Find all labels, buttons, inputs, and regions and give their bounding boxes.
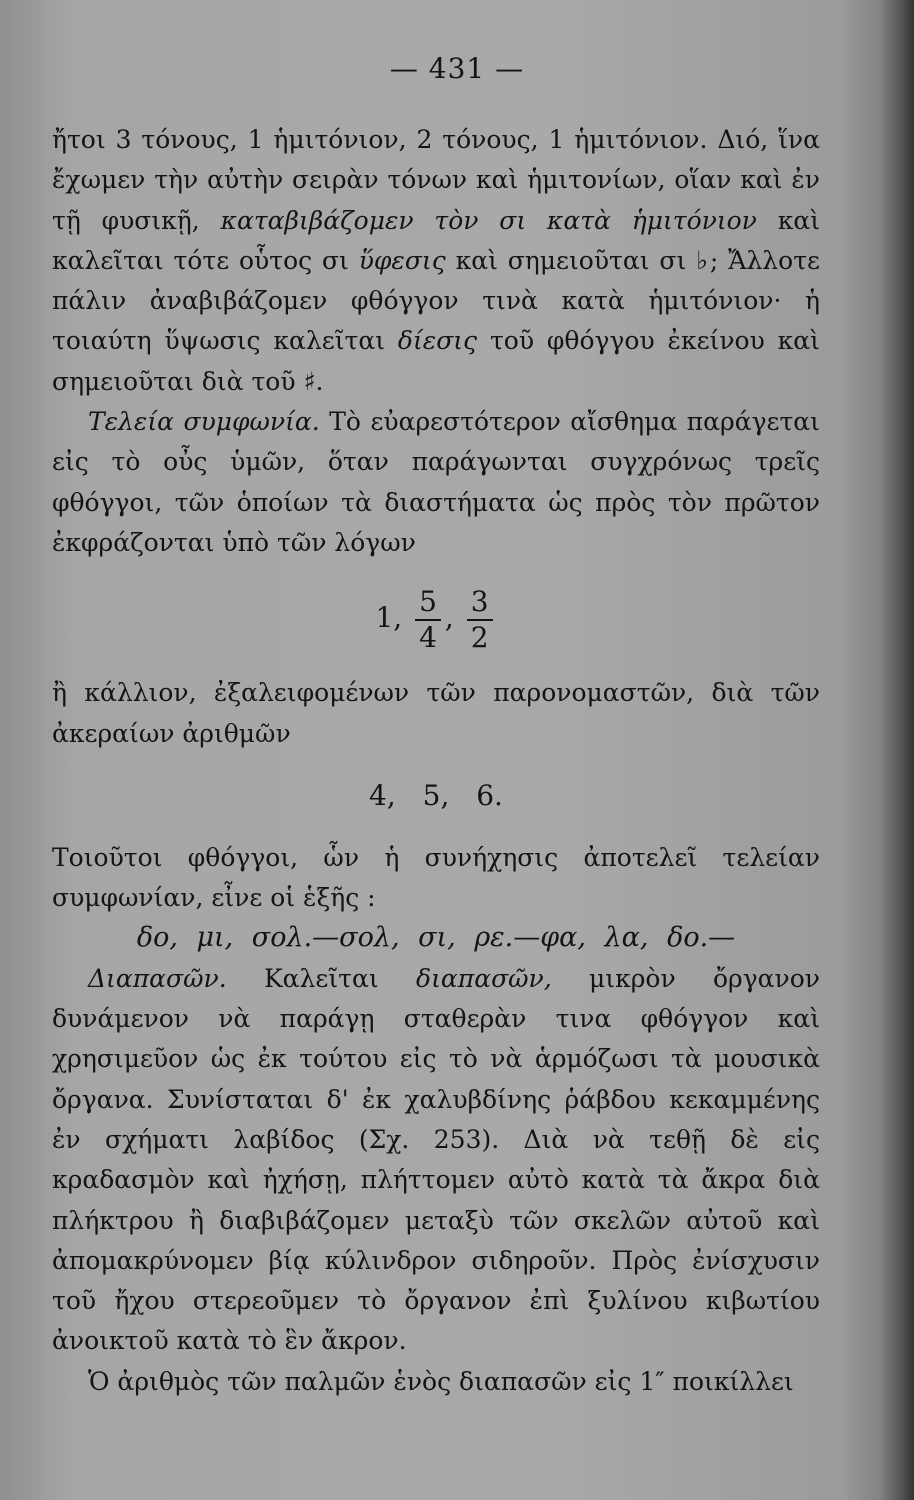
paragraph-intervals: ἤτοι 3 τόνους, 1 ἡμιτόνιον, 2 τόνους, 1 ἡμιτόνιον. Διό, ἵνα ἔχωμεν τὴν αὐτὴν σειρὰν τόνων καὶ ἡμιτονίων, οἵαν καὶ ἐν τῇ φυσικῇ, καταβιβάζομεν τὸν σι κατὰ ἡμιτόνιον καὶ καλεῖται τότε οὗτος σι ὕφεσις καὶ σημειοῦται σι ♭; Ἄλλοτε πάλιν ἀναβιβάζομεν φθόγγον τινὰ κατὰ ἡμιτόνιον· ἡ τοιαύτη ὕψωσις καλεῖται δίεσις τοῦ φθόγγου ἐκείνου καὶ σημειοῦται διὰ τοῦ ♯. bbox=[52, 125, 820, 396]
page-number: — 431 — bbox=[389, 52, 525, 85]
paragraph-vibrations: Ὁ ἀριθμὸς τῶν παλμῶν ἑνὸς διαπασῶν εἰς 1″ ποικίλλει bbox=[88, 1366, 794, 1396]
fraction-five-fourths: $\frac{5}{4}$ bbox=[415, 585, 441, 655]
paragraph-integers: ἢ κάλλιον, ἐξαλειφομένων τῶν παρονομαστῶν, διὰ τῶν ἀκεραίων ἀριθμῶν bbox=[52, 678, 820, 748]
integer-ratio: 4, 5, 6. bbox=[369, 778, 503, 812]
ratio-equation: 1, $\frac{5}{4}$ , $\frac{3}{2}$ bbox=[52, 563, 820, 673]
note-sequence: δο, μι, σολ.—σολ, σι, ρε.—φα, λα, δο.— bbox=[136, 922, 736, 954]
body-text bbox=[52, 120, 820, 1402]
section-title: Διαπασῶν. bbox=[88, 963, 227, 993]
page-edge-shadow bbox=[880, 0, 914, 1500]
section-title: Τελεία συμφωνία. bbox=[88, 407, 320, 437]
paragraph-perfect-consonance: Τελεία συμφωνία. Τὸ εὐαρεστότερον αἴσθημα παράγεται εἰς τὸ οὖς ὑμῶν, ὅταν παράγωνται συγχρόνως τρεῖς φθόγγοι, τῶν ὁποίων τὰ διαστήματα ὡς πρὸς τὸν πρῶτον ἐκφράζονται ὑπὸ τῶν λόγων bbox=[52, 407, 820, 557]
paragraph-notes-intro: Τοιοῦτοι φθόγγοι, ὧν ἡ συνήχησις ἀποτελεῖ τελείαν συμφωνίαν, εἶνε οἱ ἑξῆς : bbox=[52, 842, 820, 913]
fraction-three-halves: $\frac{3}{2}$ bbox=[467, 585, 493, 655]
paragraph-tuning-fork: Διαπασῶν. Καλεῖται διαπασῶν, μικρὸν ὄργανον δυνάμενον νὰ παράγῃ σταθερὰν τινα φθόγγον καὶ χρησιμεῦον ὡς ἐκ τούτου εἰς τὸ νὰ ἁρμόζωσι τὰ μουσικὰ ὄργανα. Συνίσταται δ' ἐκ χαλυβδίνης ῥάβδου κεκαμμένης ἐν σχήματι λαβίδος (Σχ. 253). Διὰ νὰ τεθῇ δὲ εἰς κραδασμὸν καὶ ἠχήσῃ, πλήττομεν αὐτὸ κατὰ τὰ ἄκρα διὰ πλήκτρου ἢ διαβιβάζομεν μεταξὺ τῶν σκελῶν αὐτοῦ καὶ ἀπομακρύνομεν βίᾳ κύλινδρον σιδηροῦν. Πρὸς ἐνίσχυσιν τοῦ ἤχου στερεοῦμεν τὸ ὄργανον ἐπὶ ξυλίνου κιβωτίου ἀνοικτοῦ κατὰ τὸ ἓν ἄκρον. bbox=[52, 963, 821, 1356]
